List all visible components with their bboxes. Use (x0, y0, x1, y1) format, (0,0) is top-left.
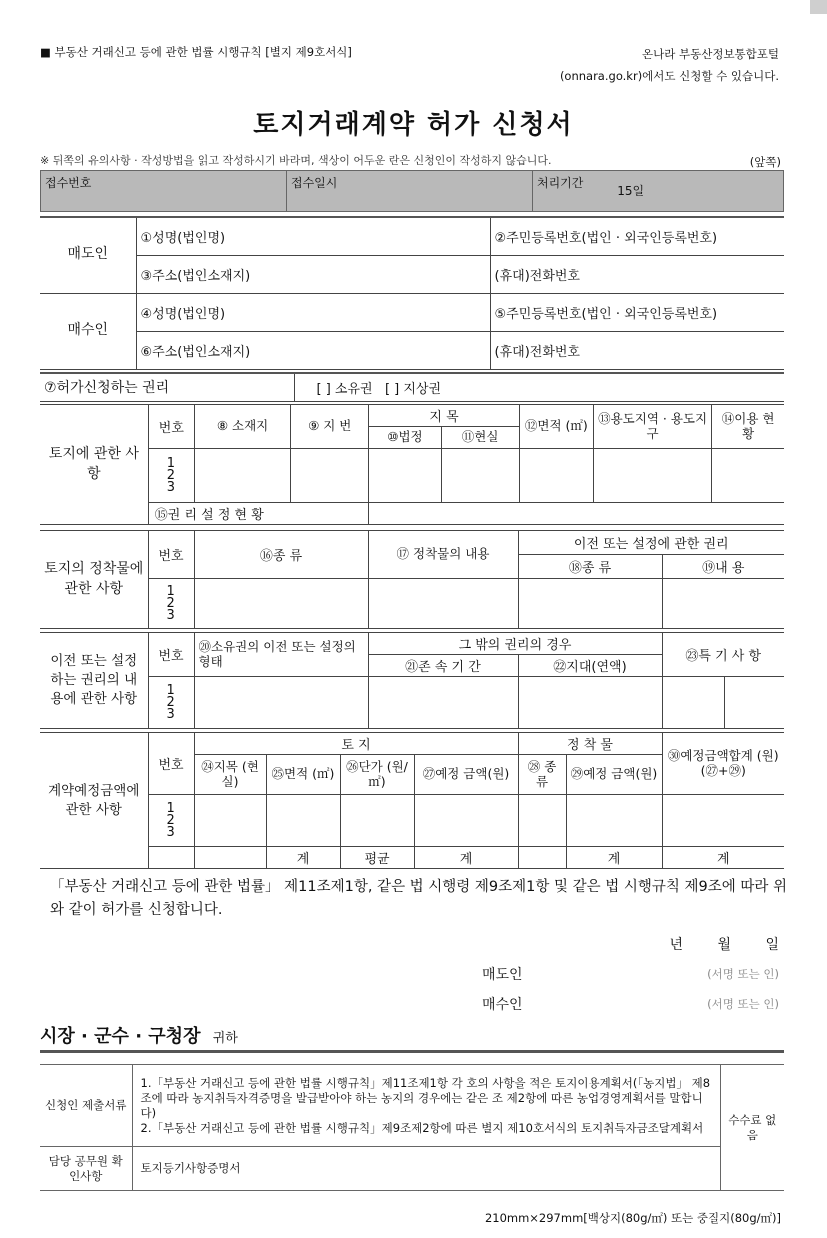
paper-spec: 210mm×297mm[백상지(80g/㎡) 또는 중질지(80g/㎡)] (484, 1211, 781, 1225)
documents-table (40, 1064, 784, 1191)
land-legal-header: ⑩법정 (369, 427, 441, 449)
receipt-number-label: 접수번호 (41, 171, 287, 212)
amount-exp1-header: ㉗예정 금액(원) (414, 755, 518, 795)
amount-category-cell[interactable] (194, 795, 266, 847)
transfer-form-header: ⑳소유권의 이전 또는 설정의 형태 (194, 633, 368, 677)
land-rights-cell[interactable] (369, 503, 784, 525)
land-usage-cell[interactable] (712, 449, 784, 503)
amount-sum-blank (148, 847, 194, 869)
fixture-detail-cell[interactable] (662, 579, 784, 629)
seller-name-field[interactable]: ①성명(법인명) (136, 217, 490, 255)
amount-exp2-header: ㉙예정 금액(원) (566, 755, 662, 795)
buyer-reg-field[interactable]: ⑤주민등록번호(법인 · 외국인등록번호) (490, 293, 784, 331)
amount-unit-header: ㉖단가 (원/㎡) (340, 755, 414, 795)
fixture-table (40, 530, 784, 629)
transfer-special-cell-a[interactable] (662, 677, 724, 729)
processing-period-label: 처리기간 (537, 176, 584, 190)
requested-right-label: ⑦허가신청하는 권리 (40, 373, 294, 401)
right-selection-table (40, 372, 784, 402)
seller-signature-label: 매도인 (482, 967, 523, 983)
buyer-name-field[interactable]: ④성명(법인명) (136, 293, 490, 331)
amount-area-sum-label: 계 (266, 847, 340, 869)
land-category-header: 지 목 (369, 405, 519, 427)
transfer-rent-header: ㉒지대(연액) (518, 655, 662, 677)
applicant-docs-list (132, 1065, 720, 1147)
buyer-address-field[interactable]: ⑥주소(법인소재지) (136, 331, 490, 369)
processing-period (533, 171, 784, 212)
official-check-label: 담당 공무원 확인사항 (40, 1147, 132, 1191)
buyer-label: 매수인 (40, 293, 136, 369)
amount-fixture-header: 정 착 물 (518, 733, 662, 755)
processing-period-value: 15일 (617, 184, 645, 198)
amount-no-header: 번호 (148, 733, 194, 795)
fixture-detail-header: ⑲내 용 (662, 555, 784, 579)
portal-name: 온나라 부동산정보통합포털 (642, 47, 779, 61)
fixture-kind-cell[interactable] (194, 579, 368, 629)
land-actual-cell[interactable] (441, 449, 519, 503)
transfer-duration-cell[interactable] (368, 677, 518, 729)
front-side-label: (앞쪽) (749, 155, 781, 169)
amount-category-header: ㉔지목 (현실) (194, 755, 266, 795)
transfer-rent-cell[interactable] (518, 677, 662, 729)
right-options-checkbox[interactable]: [ ] 소유권 [ ] 지상권 (294, 373, 784, 401)
buyer-signature-label: 매수인 (482, 997, 523, 1013)
land-lot-header: ⑨ 지 번 (291, 405, 369, 449)
fixture-section-label: 토지의 정착물에 관한 사항 (40, 531, 148, 629)
land-lot-cell[interactable] (291, 449, 369, 503)
receipt-date-label: 접수일시 (287, 171, 533, 212)
transfer-other-header: 그 밖의 권리의 경우 (368, 633, 662, 655)
land-actual-header: ⑪현실 (441, 427, 519, 449)
amount-area-cell[interactable] (266, 795, 340, 847)
form-reference: ■ 부동산 거래신고 등에 관한 법률 시행규칙 [별지 제9호서식] (40, 45, 352, 59)
transfer-section-label: 이전 또는 설정하는 권리의 내용에 관한 사항 (40, 633, 148, 729)
fixture-content-cell[interactable] (368, 579, 518, 629)
land-location-cell[interactable] (194, 449, 290, 503)
land-rights-status: ⑮권 리 설 정 현 황 (148, 503, 369, 525)
transfer-special-cell-b[interactable] (724, 677, 784, 729)
buyer-signature-hint[interactable]: (서명 또는 인) (707, 997, 779, 1011)
fixture-content-header: ⑰ 정착물의 내용 (368, 531, 518, 579)
amount-exp2-cell[interactable] (566, 795, 662, 847)
applicant-doc-item-2: 2.「부동산 거래신고 등에 관한 법률 시행규칙」제9조제2항에 따른 별지 제10호서식의 토지취득자금조달계획서 (140, 1120, 704, 1135)
amount-avg-label: 평균 (340, 847, 414, 869)
addressee-name: 시장 · 군수 · 구청장 (40, 1026, 201, 1047)
transfer-table (40, 632, 784, 729)
date-row (670, 934, 780, 954)
buyer-phone-field[interactable]: (휴대)전화번호 (490, 331, 784, 369)
transfer-duration-header: ㉑존 속 기 간 (368, 655, 518, 677)
transfer-row-numbers: 1 2 3 (148, 677, 194, 729)
land-usage-header: ⑭이용 현황 (712, 405, 784, 449)
seller-reg-field[interactable]: ②주민등록번호(법인 · 외국인등록번호) (490, 217, 784, 255)
date-month[interactable]: 월 (717, 937, 732, 953)
land-table (40, 404, 784, 525)
amount-section-label: 계약예정금액에 관한 사항 (40, 733, 148, 869)
amount-total-cell[interactable] (662, 795, 784, 847)
land-row-numbers: 1 2 3 (148, 449, 194, 503)
fee-label: 수수료 없음 (720, 1065, 784, 1191)
land-location-header: ⑧ 소재지 (194, 405, 290, 449)
land-zone-header: ⑬용도지역 · 용도지구 (593, 405, 711, 449)
scroll-corner (810, 0, 827, 14)
fixture-kind2-header: ⑱종 류 (518, 555, 662, 579)
amount-kind-cell[interactable] (518, 795, 566, 847)
fixture-no-header: 번호 (148, 531, 194, 579)
amount-exp1-cell[interactable] (414, 795, 518, 847)
amount-row-numbers: 1 2 3 (148, 795, 194, 847)
fixture-kind-header: ⑯종 류 (194, 531, 368, 579)
applicant-doc-item-1: 1.「부동산 거래신고 등에 관한 법률 시행규칙」제11조제1항 각 호의 사항을 적은 토지이용계획서(「농지법」 제8조에 따라 농지취득자격증명을 발급받아야 하는 농지의 경우에는 같은 조 제2항에 따른 농업경영계획서를 말합니다) (140, 1075, 711, 1120)
seller-address-field[interactable]: ③주소(법인소재지) (136, 255, 490, 293)
declaration-text: 「부동산 거래신고 등에 관한 법률」 제11조제1항, 같은 법 시행령 제9조제1항 및 같은 법 시행규칙 제9조에 따라 위와 같이 허가를 신청합니다. (50, 879, 787, 918)
amount-table (40, 732, 784, 869)
amount-total-sum-label: 계 (662, 847, 784, 869)
transfer-special-header: ㉓특 기 사 항 (662, 633, 784, 677)
land-zone-cell[interactable] (593, 449, 711, 503)
amount-kind-header: ㉘ 종류 (518, 755, 566, 795)
date-year[interactable]: 년 (669, 937, 684, 953)
applicant-docs-label: 신청인 제출서류 (40, 1065, 132, 1147)
land-section-label: 토지에 관한 사항 (40, 405, 148, 525)
amount-area-header: ㉕면적 (㎡) (266, 755, 340, 795)
fixture-transfer-header: 이전 또는 설정에 관한 권리 (518, 531, 784, 555)
addressee-suffix: 귀하 (212, 1031, 238, 1046)
page-title: 토지거래계약 허가 신청서 (253, 110, 574, 140)
fixture-row-numbers: 1 2 3 (148, 579, 194, 629)
fixture-kind2-cell[interactable] (518, 579, 662, 629)
amount-sum-blank-2 (194, 847, 266, 869)
land-no-header: 번호 (148, 405, 194, 449)
date-day[interactable]: 일 (765, 937, 779, 953)
seller-phone-field[interactable]: (휴대)전화번호 (490, 255, 784, 293)
amount-unit-cell[interactable] (340, 795, 414, 847)
land-legal-cell[interactable] (369, 449, 441, 503)
addressee (40, 1022, 238, 1048)
amount-total-header: ㉚예정금액합계 (원)(㉗+㉙) (662, 733, 784, 795)
seller-signature-hint[interactable]: (서명 또는 인) (707, 967, 779, 981)
transfer-no-header: 번호 (148, 633, 194, 677)
seller-label: 매도인 (40, 217, 136, 293)
amount-kind-sum-blank (518, 847, 566, 869)
party-table (40, 216, 784, 370)
instruction-note: ※ 뒤쪽의 유의사항 · 작성방법을 읽고 작성하시기 바라며, 색상이 어두운 란은 신청인이 작성하지 않습니다. (40, 154, 552, 167)
amount-exp2-sum-label: 계 (566, 847, 662, 869)
portal-url: (onnara.go.kr)에서도 신청할 수 있습니다. (559, 69, 779, 83)
intake-table (40, 170, 784, 212)
amount-exp1-sum-label: 계 (414, 847, 518, 869)
amount-land-header: 토 지 (194, 733, 518, 755)
divider (40, 1050, 784, 1053)
transfer-form-cell[interactable] (194, 677, 368, 729)
land-area-cell[interactable] (519, 449, 593, 503)
land-area-header: ⑫면적 (㎡) (519, 405, 593, 449)
official-check-item: 토지등기사항증명서 (132, 1147, 720, 1191)
